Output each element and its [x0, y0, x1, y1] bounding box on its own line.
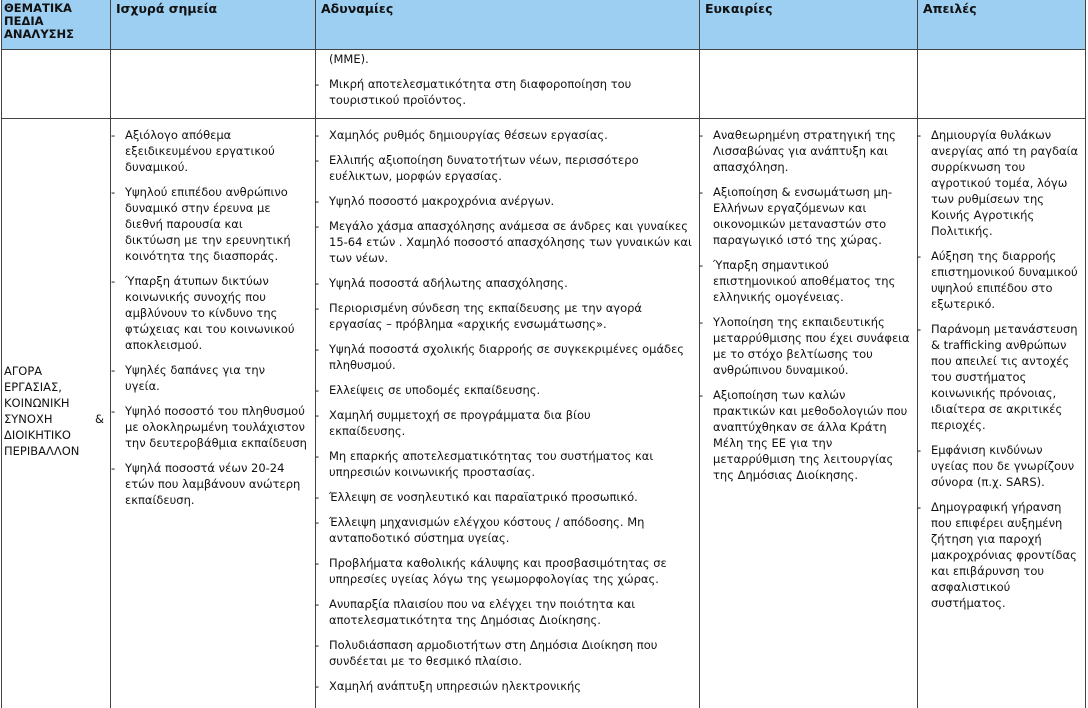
list-item: (ΜΜΕ).: [329, 52, 369, 66]
header-weaknesses: [315, 0, 699, 50]
strengths-cell: [111, 127, 307, 508]
threats-cell: [917, 127, 1082, 611]
list-item: - Υψηλά ποσοστά αδήλωτης απασχόλησης.: [315, 275, 695, 291]
list-item: - Αξιοποίηση & ενσωμάτωση μη-Ελλήνων εργαζόμενων και οικονομικών μεταναστών στο παραγωγικό ιστό της χώρας.: [699, 184, 911, 248]
swot-table: [1, 0, 1086, 708]
list-item: - Μικρή αποτελεσματικότητα στη διαφοροποίηση του τουριστικού προϊόντος.: [315, 76, 669, 108]
header-theme-label: ΘΕΜΑΤΙΚΑ ΠΕΔΙΑ ΑΝΑΛΥΣΗΣ: [4, 1, 74, 41]
weaknesses-cell: [315, 127, 695, 694]
header-theme: [2, 0, 110, 50]
list-item: - Δημιουργία θυλάκων ανεργίας από τη ραγδαία συρρίκνωση του αγροτικού τομέα, λόγω των ρυθμίσεων της Κοινής Αγροτικής Πολιτικής.: [917, 127, 1082, 239]
list-item: - Υψηλού επιπέδου ανθρώπινο δυναμικό στην έρευνα με διεθνή παρουσία και δικτύωση με την ερευνητική κοινότητα της διασποράς.: [111, 184, 295, 264]
list-item: - Υψηλά ποσοστά σχολικής διαρροής σε συγκεκριμένες ομάδες πληθυσμού.: [315, 341, 699, 373]
list-item: - Αξιόλογο απόθεμα εξειδικευμένου εργατικού δυναμικού.: [111, 127, 295, 175]
list-item: - Ανυπαρξία πλαισίου που να ελέγχει την ποιότητα και αποτελεσματικότητα της Δημόσιας Διοίκησης.: [315, 596, 699, 628]
list-item: - Ύπαρξη άτυπων δικτύων κοινωνικής συνοχής που αμβλύνουν το κίνδυνο της φτώχειας και του κοινωνικού αποκλεισμού.: [111, 273, 313, 353]
list-item: - Παράνομη μετανάστευση & trafficking ανθρώπων που απειλεί τις αντοχές του συστήματος κοινωνικής πρόνοιας, ιδιαίτερα σε ακριτικές περιοχές.: [917, 321, 1082, 433]
header-threats-label: Απειλές: [923, 1, 977, 16]
list-item: - Πολυδιάσπαση αρμοδιοτήτων στη Δημόσια Διοίκηση που συνδέεται με το θεσμικό πλαίσιο.: [315, 637, 699, 669]
list-item: - Εμφάνιση κινδύνων υγείας που δε γνωρίζουν σύνορα (π.χ. SARS).: [917, 442, 1082, 490]
list-item: - Περιορισμένη σύνδεση της εκπαίδευσης με την αγορά εργασίας – πρόβλημα «αρχικής ενσωμάτωσης».: [315, 300, 699, 332]
list-item: - Υψηλό ποσοστό μακροχρόνια ανέργων.: [315, 193, 695, 209]
row-theme-label: ΑΓΟΡΑ ΕΡΓΑΣΙΑΣ, ΚΟΙΝΩΝΙΚΗ ΣΥΝΟΧΗ & ΔΙΟΙΚΗΤΙΚΟ ΠΕΡΙΒΑΛΛΟΝ: [4, 364, 104, 458]
list-item: - Ελλείψεις σε υποδομές εκπαίδευσης.: [315, 382, 695, 398]
list-item: - Μη επαρκής αποτελεσματικότητας του συστήματος και υπηρεσιών κοινωνικής προστασίας.: [315, 448, 699, 480]
header-strengths: [110, 0, 315, 50]
list-item: - Υψηλές δαπάνες για την υγεία.: [111, 362, 285, 394]
list-item: - Ελλιπής αξιοποίηση δυνατοτήτων νέων, περισσότερο ευέλικτων, μορφών εργασίας.: [315, 152, 699, 184]
header-threats: [917, 0, 1085, 50]
header-weaknesses-label: Αδυναμίες: [321, 1, 394, 16]
list-item: - Ύπαρξη σημαντικού επιστημονικού αποθέματος της ελληνικής ομογένειας.: [699, 257, 911, 305]
list-item: - Έλλειψη μηχανισμών ελέγχου κόστους / απόδοσης. Μη ανταποδοτικό σύστημα υγείας.: [315, 514, 699, 546]
header-opportunities: [699, 0, 917, 50]
list-item: - Αναθεωρημένη στρατηγική της Λισσαβώνας για ανάπτυξη και απασχόληση.: [699, 127, 911, 175]
list-item: - Υψηλά ποσοστά νέων 20-24 ετών που λαμβάνουν ανώτερη εκπαίδευση.: [111, 460, 311, 508]
list-item: - Χαμηλή ανάπτυξη υπηρεσιών ηλεκτρονικής: [315, 678, 695, 694]
header-opportunities-label: Ευκαιρίες: [705, 1, 773, 16]
list-item: - Αξιοποίηση των καλών πρακτικών και μεθοδολογιών που αναπτύχθηκαν σε άλλα Κράτη Μέλη της ΕΕ για την μεταρρύθμιση της λειτουργίας της Δημόσιας Διοίκησης.: [699, 387, 911, 483]
list-item: - Έλλειψη σε νοσηλευτικό και παραϊατρικό προσωπικό.: [315, 489, 695, 505]
list-item: - Μεγάλο χάσμα απασχόλησης ανάμεσα σε άνδρες και γυναίκες 15-64 ετών . Χαμηλό ποσοστό απασχόλησης των γυναικών και των νέων.: [315, 218, 699, 266]
list-item: - Χαμηλή συμμετοχή σε προγράμματα δια βίου εκπαίδευσης.: [315, 407, 669, 439]
continued-weaknesses-cell: [315, 51, 699, 108]
list-item: - Υλοποίηση της εκπαιδευτικής μεταρρύθμισης που έχει συνάφεια με το στόχο βελτίωσης του ανθρώπινου δυναμικού.: [699, 314, 911, 378]
list-item: - Αύξηση της διαρροής επιστημονικού δυναμικού υψηλού επιπέδου στο εξωτερικό.: [917, 248, 1082, 312]
list-item: - Δημογραφική γήρανση που επιφέρει αυξημένη ζήτηση για παροχή μακροχρόνιας φροντίδας και επιβάρυνση του ασφαλιστικού συστήματος.: [917, 499, 1082, 611]
list-item: - Υψηλό ποσοστό του πληθυσμού με ολοκληρωμένη τουλάχιστον την δευτεροβάθμια εκπαίδευση: [111, 403, 313, 451]
list-item: - Προβλήματα καθολικής κάλυψης και προσβασιμότητας σε υπηρεσίες υγείας λόγω της γεωμορφολογίας της χώρας.: [315, 555, 699, 587]
opportunities-cell: [699, 127, 911, 483]
header-strengths-label: Ισχυρά σημεία: [116, 1, 218, 16]
list-item: - Χαμηλός ρυθμός δημιουργίας θέσεων εργασίας.: [315, 127, 695, 143]
row-divider: [2, 118, 1085, 119]
